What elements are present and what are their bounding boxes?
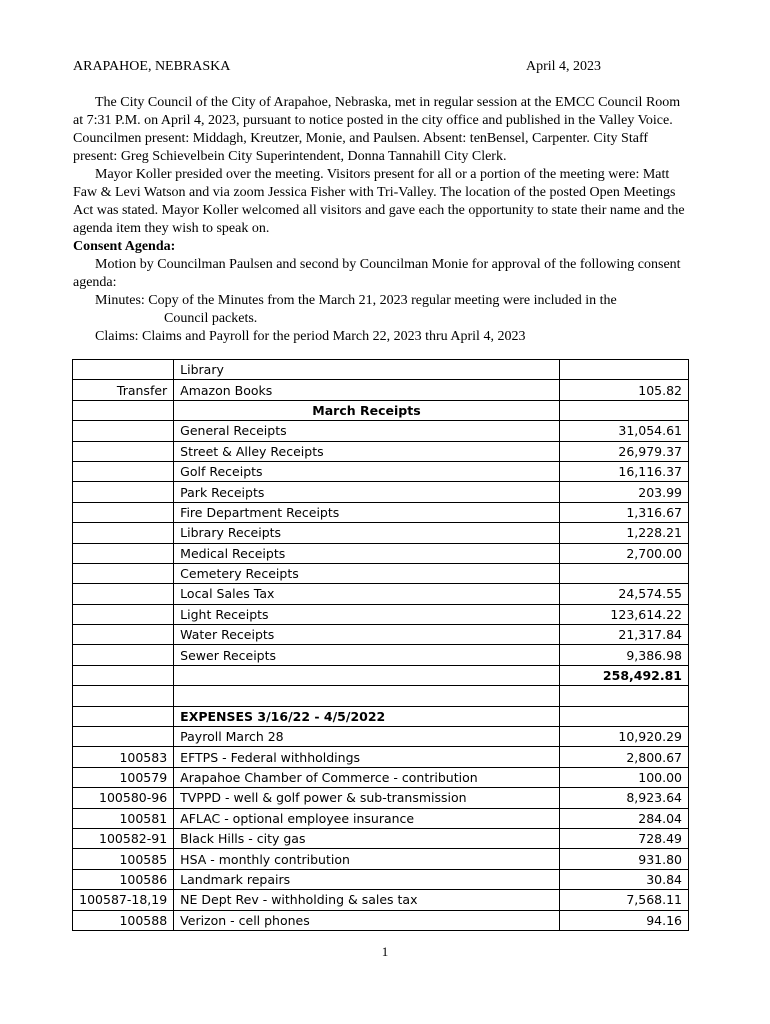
city-heading: ARAPAHOE, NEBRASKA [73, 59, 231, 74]
ref-cell: 100587-18,19 [73, 890, 174, 910]
table-row [73, 482, 689, 502]
description-cell: EXPENSES 3/16/22 - 4/5/2022 [174, 706, 560, 726]
claims-line: Claims: Claims and Payroll for the period March 22, 2023 thru April 4, 2023 [95, 329, 526, 344]
amount-cell: 16,116.37 [559, 461, 688, 481]
description-cell: Local Sales Tax [174, 584, 560, 604]
amount-cell [559, 686, 688, 706]
ref-cell: 100586 [73, 869, 174, 889]
ref-cell [73, 400, 174, 420]
amount-cell: 26,979.37 [559, 441, 688, 461]
description-cell: HSA - monthly contribution [174, 849, 560, 869]
amount-cell: 1,228.21 [559, 523, 688, 543]
visitors-paragraph: Mayor Koller presided over the meeting. Visitors present for all or a portion of the meeting were: Matt Faw & Levi Watson and via zoom Jessica Fisher with Tri-Valley. The location of the posted Open Meetings Act was stated. Mayor Koller welcomed all visitors and gave each the opportunity to state their name and the agenda item they wish to speak on. [73, 167, 685, 236]
table-row [73, 421, 689, 441]
description-cell: Street & Alley Receipts [174, 441, 560, 461]
amount-cell: 8,923.64 [559, 788, 688, 808]
amount-cell: 21,317.84 [559, 625, 688, 645]
table-row [73, 360, 689, 380]
description-cell: March Receipts [174, 400, 560, 420]
table-row [73, 502, 689, 522]
description-cell: Library Receipts [174, 523, 560, 543]
table-row [73, 808, 689, 828]
description-cell: Verizon - cell phones [174, 910, 560, 930]
ref-cell [73, 461, 174, 481]
amount-cell: 1,316.67 [559, 502, 688, 522]
table-row [73, 584, 689, 604]
table-row [73, 645, 689, 665]
ref-cell [73, 727, 174, 747]
amount-cell: 258,492.81 [559, 665, 688, 685]
ref-cell: Transfer [73, 380, 174, 400]
description-cell: TVPPD - well & golf power & sub-transmission [174, 788, 560, 808]
claims-table [72, 359, 689, 931]
table-row [73, 461, 689, 481]
description-cell: Light Receipts [174, 604, 560, 624]
ref-cell [73, 584, 174, 604]
ref-cell [73, 604, 174, 624]
ref-cell: 100579 [73, 767, 174, 787]
amount-cell: 31,054.61 [559, 421, 688, 441]
description-cell: Water Receipts [174, 625, 560, 645]
description-cell: Landmark repairs [174, 869, 560, 889]
description-cell: Sewer Receipts [174, 645, 560, 665]
ref-cell [73, 482, 174, 502]
consent-agenda-heading: Consent Agenda: [73, 239, 176, 254]
ref-cell [73, 563, 174, 583]
minutes-body [73, 94, 693, 346]
table-row [73, 706, 689, 726]
table-row [73, 441, 689, 461]
description-cell: Park Receipts [174, 482, 560, 502]
ref-cell: 100583 [73, 747, 174, 767]
ref-cell [73, 421, 174, 441]
minutes-line: Minutes: Copy of the Minutes from the March 21, 2023 regular meeting were included in the [95, 293, 617, 308]
description-cell [174, 686, 560, 706]
amount-cell [559, 563, 688, 583]
table-row [73, 625, 689, 645]
amount-cell: 94.16 [559, 910, 688, 930]
description-cell: Fire Department Receipts [174, 502, 560, 522]
amount-cell: 10,920.29 [559, 727, 688, 747]
description-cell: Golf Receipts [174, 461, 560, 481]
description-cell: Medical Receipts [174, 543, 560, 563]
table-row [73, 727, 689, 747]
description-cell: NE Dept Rev - withholding & sales tax [174, 890, 560, 910]
table-row [73, 849, 689, 869]
amount-cell: 203.99 [559, 482, 688, 502]
amount-cell: 24,574.55 [559, 584, 688, 604]
table-row [73, 563, 689, 583]
amount-cell: 7,568.11 [559, 890, 688, 910]
description-cell: Cemetery Receipts [174, 563, 560, 583]
table-row [73, 767, 689, 787]
amount-cell: 728.49 [559, 828, 688, 848]
amount-cell: 105.82 [559, 380, 688, 400]
description-cell [174, 665, 560, 685]
table-row [73, 686, 689, 706]
ref-cell [73, 645, 174, 665]
ref-cell [73, 543, 174, 563]
description-cell: Black Hills - city gas [174, 828, 560, 848]
meeting-date: April 4, 2023 [526, 59, 602, 74]
table-row [73, 523, 689, 543]
ref-cell: 100588 [73, 910, 174, 930]
amount-cell [559, 400, 688, 420]
description-cell: Amazon Books [174, 380, 560, 400]
ref-cell: 100581 [73, 808, 174, 828]
ref-cell [73, 706, 174, 726]
ref-cell [73, 686, 174, 706]
description-cell: EFTPS - Federal withholdings [174, 747, 560, 767]
ref-cell [73, 441, 174, 461]
table-row [73, 747, 689, 767]
ref-cell [73, 625, 174, 645]
table-row [73, 890, 689, 910]
ref-cell [73, 360, 174, 380]
amount-cell: 100.00 [559, 767, 688, 787]
amount-cell: 9,386.98 [559, 645, 688, 665]
amount-cell: 123,614.22 [559, 604, 688, 624]
consent-motion-paragraph: Motion by Councilman Paulsen and second by Councilman Monie for approval of the following consent agenda: [73, 257, 681, 290]
ref-cell [73, 523, 174, 543]
amount-cell [559, 360, 688, 380]
description-cell: Arapahoe Chamber of Commerce - contribution [174, 767, 560, 787]
amount-cell: 30.84 [559, 869, 688, 889]
description-cell: AFLAC - optional employee insurance [174, 808, 560, 828]
amount-cell [559, 706, 688, 726]
table-row [73, 910, 689, 930]
page-number: 1 [381, 944, 389, 959]
ref-cell: 100585 [73, 849, 174, 869]
description-cell: General Receipts [174, 421, 560, 441]
ref-cell: 100580-96 [73, 788, 174, 808]
amount-cell: 284.04 [559, 808, 688, 828]
document-header [73, 58, 613, 76]
table-row [73, 665, 689, 685]
ref-cell [73, 665, 174, 685]
minutes-line-continued: Council packets. [164, 311, 258, 326]
table-row [73, 788, 689, 808]
amount-cell: 2,700.00 [559, 543, 688, 563]
table-row [73, 543, 689, 563]
amount-cell: 931.80 [559, 849, 688, 869]
ref-cell [73, 502, 174, 522]
table-row [73, 828, 689, 848]
opening-paragraph: The City Council of the City of Arapahoe, Nebraska, met in regular session at the EMCC Council Room at 7:31 P.M. on April 4, 2023, pursuant to notice posted in the city office and published in the Valley Voice. Councilmen present: Middagh, Kreutzer, Monie, and Paulsen. Absent: tenBensel, Carpenter. City Staff present: Greg Schievelbein City Superintendent, Donna Tannahill City Clerk. [73, 95, 681, 164]
table-row [73, 604, 689, 624]
table-row [73, 869, 689, 889]
description-cell: Payroll March 28 [174, 727, 560, 747]
amount-cell: 2,800.67 [559, 747, 688, 767]
description-cell: Library [174, 360, 560, 380]
table-row [73, 380, 689, 400]
ref-cell: 100582-91 [73, 828, 174, 848]
table-row [73, 400, 689, 420]
